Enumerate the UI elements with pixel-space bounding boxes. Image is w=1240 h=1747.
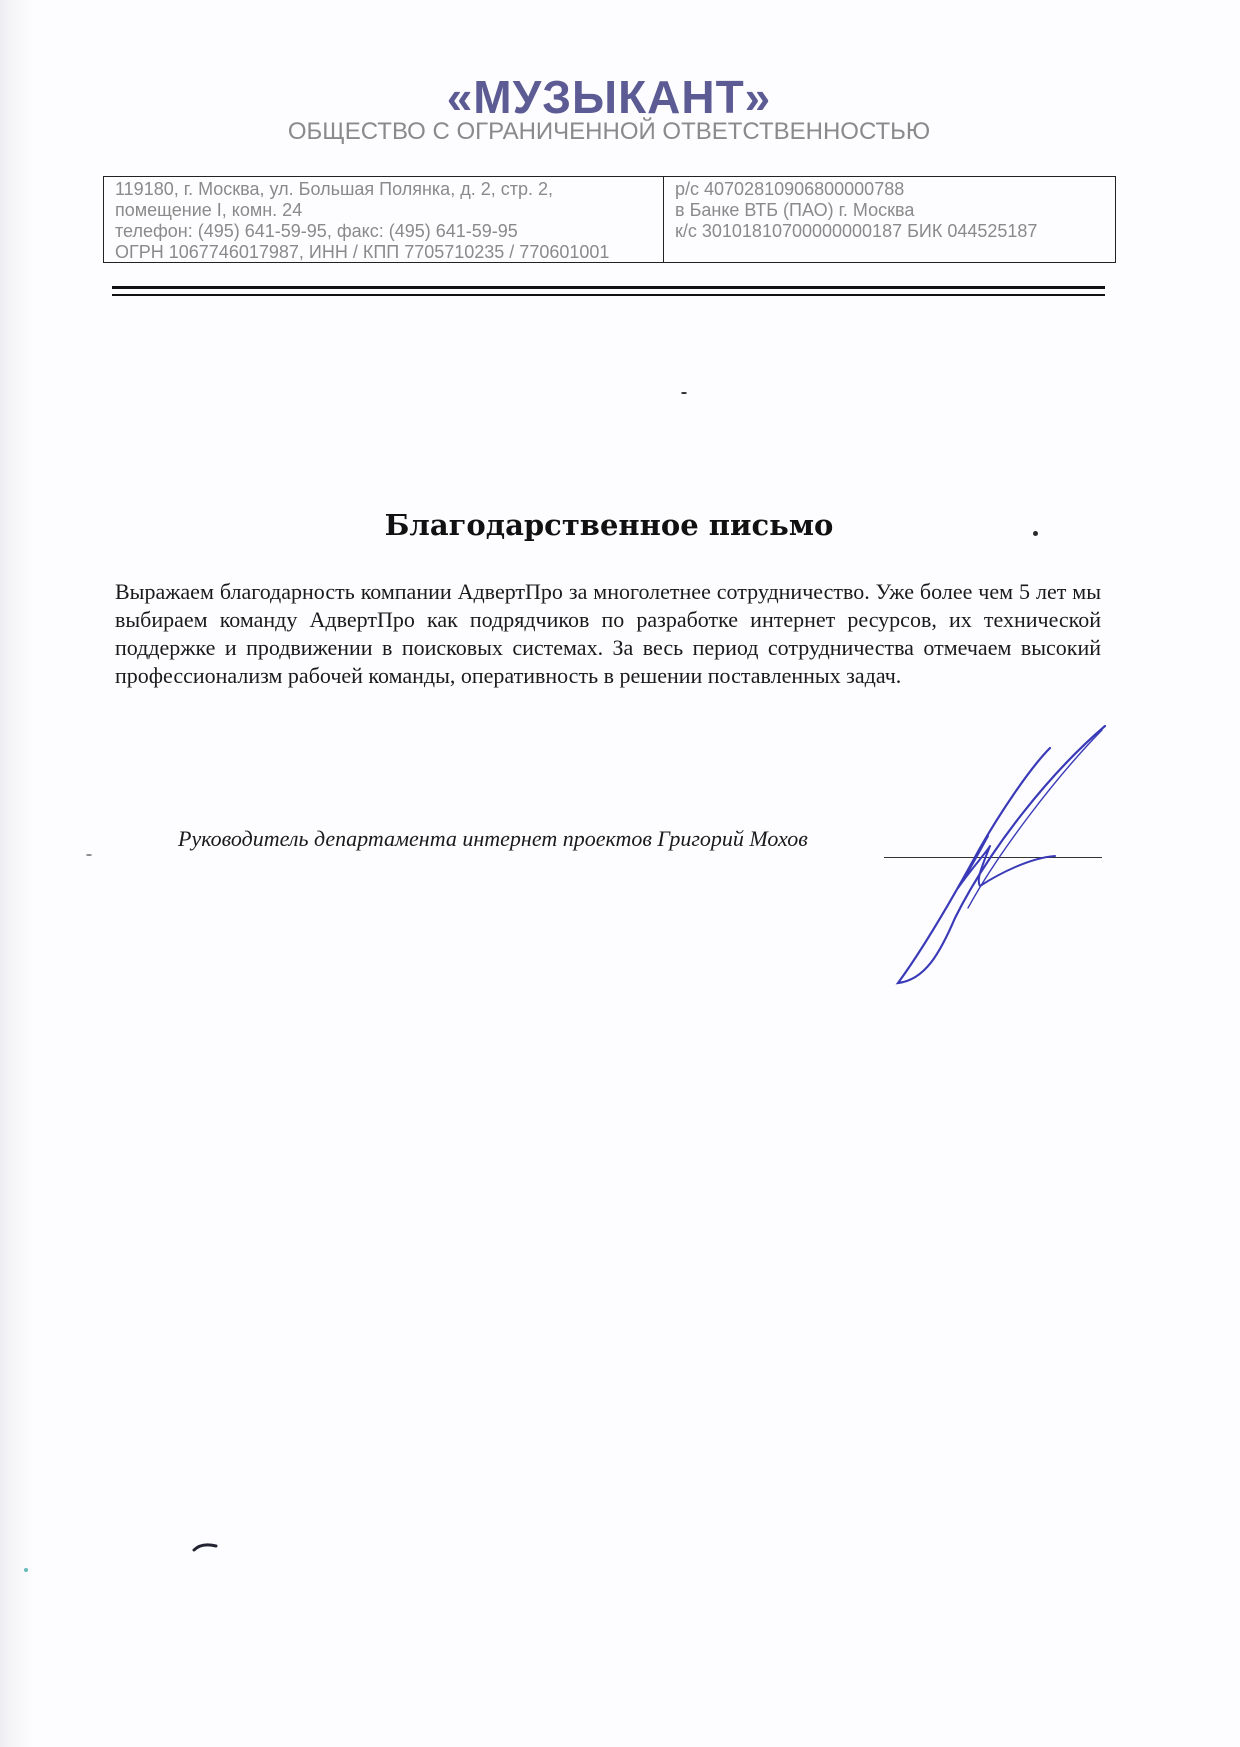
scan-speck xyxy=(86,854,92,856)
scan-speck xyxy=(681,392,687,394)
address-line: 119180, г. Москва, ул. Большая Полянка, д. 2, стр. 2, xyxy=(115,179,553,199)
registration-line: ОГРН 1067746017987, ИНН / КПП 7705710235 / 770601001 xyxy=(115,242,610,262)
bank-account-line: р/с 40702810906800000788 xyxy=(675,179,905,199)
scan-mark xyxy=(190,1540,220,1556)
header-divider-thin xyxy=(112,294,1105,296)
bank-name-line: в Банке ВТБ (ПАО) г. Москва xyxy=(675,200,915,220)
bank-column xyxy=(664,177,1115,262)
handwritten-signature xyxy=(880,718,1120,988)
header-divider-thick xyxy=(112,286,1105,289)
correspondent-account-line: к/с 30101810700000000187 БИК 044525187 xyxy=(675,221,1038,241)
address-column xyxy=(104,177,664,262)
signatory-line: Руководитель департамента интернет проектов Григорий Мохов xyxy=(178,826,808,851)
phone-line: телефон: (495) 641-59-95, факс: (495) 641-59-95 xyxy=(115,221,518,241)
address-line: помещение I, комн. 24 xyxy=(115,200,303,220)
company-legal-form: ОБЩЕСТВО С ОГРАНИЧЕННОЙ ОТВЕТСТВЕННОСТЬЮ xyxy=(287,118,931,145)
letter-body: Выражаем благодарность компании АдвертПро за многолетнее сотрудничество. Уже более чем 5 лет мы выбираем команду АдвертПро как подрядчиков по разработке интернет ресурсов, их технической поддержке и продвижении в поисковых системах. За весь период сотрудничества отмечаем высокий профессионализм рабочей команды, оперативность в решении поставленных задач. xyxy=(115,579,1101,688)
letter-title: Благодарственное письмо xyxy=(384,508,834,542)
company-name: «МУЗЫКАНТ» xyxy=(446,71,772,123)
requisites-box xyxy=(103,176,1116,263)
scan-shadow-edge xyxy=(0,0,34,1747)
scan-speck xyxy=(24,1568,28,1572)
